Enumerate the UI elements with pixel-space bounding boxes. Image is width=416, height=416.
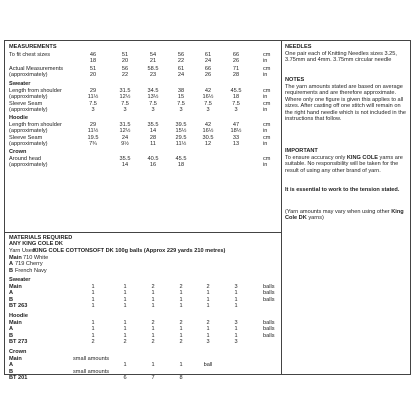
measurement-value: 7.5 bbox=[89, 100, 97, 107]
measurement-value: 11½ bbox=[87, 128, 99, 134]
materials-value: 2 bbox=[179, 319, 183, 326]
measurement-unit: in bbox=[263, 94, 268, 100]
materials-value: 2 bbox=[179, 339, 183, 346]
materials-value: 1 bbox=[206, 296, 210, 303]
materials-value: 1 bbox=[151, 362, 155, 369]
measurement-unit: in bbox=[263, 141, 268, 147]
materials-value: 1 bbox=[206, 290, 210, 297]
measurement-value: 16½ bbox=[202, 128, 214, 134]
measurement-unit: cm bbox=[263, 121, 271, 128]
measurement-value: 7¾ bbox=[89, 141, 97, 147]
tension-note: It is essential to work to the tension stated. bbox=[285, 187, 400, 193]
measurement-value: 14 bbox=[121, 162, 129, 168]
measurement-label: (approximately) bbox=[9, 128, 48, 134]
yarn-vary-note bbox=[285, 209, 409, 222]
measurement-value: 21 bbox=[149, 58, 157, 64]
materials-value: 1 bbox=[91, 326, 95, 333]
materials-value: 1 bbox=[151, 303, 155, 310]
measurement-value: 22 bbox=[121, 72, 129, 78]
measurement-value: 12½ bbox=[119, 128, 131, 134]
materials-value: 1 bbox=[91, 319, 95, 326]
materials-row-label: BT 263 bbox=[9, 303, 28, 310]
measurement-value: 16½ bbox=[202, 94, 214, 100]
measurement-value: 42 bbox=[204, 87, 212, 94]
measurement-value: 12½ bbox=[119, 94, 131, 100]
measurement-value: 29.5 bbox=[175, 134, 187, 141]
materials-row-label: Main bbox=[9, 283, 22, 290]
measurements-heading: MEASUREMENTS bbox=[9, 44, 57, 50]
materials-unit: balls bbox=[263, 332, 275, 339]
materials-row-label: Main bbox=[9, 355, 22, 362]
materials-row-label: A bbox=[9, 362, 14, 369]
measurement-label: Length from shoulder bbox=[9, 87, 62, 94]
measurement-unit: in bbox=[263, 107, 268, 113]
materials-value: 1 bbox=[234, 326, 238, 333]
materials-value: 2 bbox=[151, 283, 155, 290]
materials-value: 2 bbox=[151, 339, 155, 346]
materials-value: 1 bbox=[123, 283, 127, 290]
measurement-unit: cm bbox=[263, 134, 271, 141]
measurement-unit: in bbox=[263, 162, 268, 168]
column-divider bbox=[281, 41, 282, 374]
measurement-label: (approximately) bbox=[9, 162, 48, 168]
important-brand: KING COLE bbox=[346, 155, 378, 161]
measurement-value: 7.5 bbox=[177, 100, 185, 107]
materials-value: 1 bbox=[234, 296, 238, 303]
colour-name: French Navy bbox=[15, 267, 47, 274]
materials-value: 1 bbox=[123, 326, 127, 333]
measurement-value: 15 bbox=[177, 94, 185, 100]
materials-unit: balls bbox=[263, 319, 275, 326]
materials-value: 3 bbox=[234, 283, 238, 290]
materials-value: 1 bbox=[179, 303, 183, 310]
measurement-value: 28 bbox=[232, 72, 240, 78]
materials-value: 7 bbox=[151, 375, 155, 382]
materials-unit: balls bbox=[263, 283, 275, 290]
measurement-value: 24 bbox=[121, 134, 129, 141]
measurement-value: 3 bbox=[234, 107, 238, 113]
needles-text: One pair each of Knitting Needles sizes 3.25, 3.75mm and 4mm. 3.75mm circular needle bbox=[285, 51, 397, 64]
materials-value: 1 bbox=[91, 332, 95, 339]
yarn-used-value: KING COLE COTTONSOFT DK 100g balls (Approx 229 yards 210 metres) bbox=[33, 248, 226, 255]
materials-value: 1 bbox=[179, 326, 183, 333]
notes-text: The yarn amounts stated are based on average requirements and are therefore approximate. Where only one figure is given this applies to all sizes. After casting off one stitch will remain on the right hand needle which is not included in the instructions that follow. bbox=[285, 84, 406, 123]
measurement-unit: cm bbox=[263, 51, 271, 58]
measurement-value: 14 bbox=[149, 128, 157, 134]
needles-heading: NEEDLES bbox=[285, 44, 312, 50]
important-text-before: To ensure accuracy only bbox=[285, 155, 346, 161]
section-divider bbox=[5, 232, 281, 233]
measurement-value: 42 bbox=[204, 121, 212, 128]
measurement-value: 7.5 bbox=[121, 100, 129, 107]
measurement-value: 13½ bbox=[147, 94, 159, 100]
measurement-value: 30.5 bbox=[202, 134, 214, 141]
materials-value: 2 bbox=[179, 283, 183, 290]
yarn-vary-after: yarns) bbox=[308, 215, 324, 222]
materials-value: 1 bbox=[206, 326, 210, 333]
measurement-value: 66 bbox=[204, 65, 212, 72]
measurement-value: 35.5 bbox=[119, 155, 131, 162]
measurement-value: 29 bbox=[89, 87, 97, 94]
materials-section-title: Crown bbox=[9, 349, 27, 355]
measurement-value: 24 bbox=[177, 72, 185, 78]
materials-value: 1 bbox=[234, 332, 238, 339]
measurement-value: 18 bbox=[89, 58, 97, 64]
important-text-after: yarns are suitable. No responsibility will be taken for the result of using any other brand of yarn. bbox=[285, 155, 403, 174]
measurement-value: 20 bbox=[89, 72, 97, 78]
measurement-value: 45.5 bbox=[230, 87, 242, 94]
materials-value: 3 bbox=[206, 339, 210, 346]
materials-row-label: A bbox=[9, 326, 14, 333]
materials-row-label: BT 273 bbox=[9, 339, 28, 346]
measurement-value: 11½ bbox=[87, 94, 99, 100]
measurement-label: Sleeve Seam bbox=[9, 134, 43, 141]
materials-value: 1 bbox=[123, 319, 127, 326]
measurement-value: 3 bbox=[151, 107, 155, 113]
materials-value: 1 bbox=[91, 296, 95, 303]
measurement-value: 13 bbox=[232, 141, 240, 147]
measurement-unit: cm bbox=[263, 87, 271, 94]
measurement-label: Length from shoulder bbox=[9, 121, 62, 128]
materials-value: 1 bbox=[234, 290, 238, 297]
materials-heading: MATERIALS REQUIRED bbox=[9, 235, 73, 241]
measurement-label: Hoodie bbox=[9, 115, 28, 121]
measurement-value: 23 bbox=[149, 72, 157, 78]
measurement-value: 29 bbox=[89, 121, 97, 128]
measurement-value: 47 bbox=[232, 121, 240, 128]
measurement-value: 58.5 bbox=[147, 65, 159, 72]
yarn-vary-before: (Yarn amounts may vary when using other bbox=[285, 209, 390, 215]
measurement-label: Actual Measurements bbox=[9, 65, 64, 72]
measurement-unit: cm bbox=[263, 100, 271, 107]
measurement-value: 7.5 bbox=[204, 100, 212, 107]
yarn-vary-brand: King Cole DK bbox=[285, 209, 404, 222]
measurement-label: Sweater bbox=[9, 81, 31, 87]
measurement-value: 51 bbox=[89, 65, 97, 72]
materials-value: 1 bbox=[91, 290, 95, 297]
materials-value: small amounts bbox=[73, 368, 110, 375]
materials-value: 3 bbox=[234, 319, 238, 326]
measurement-value: 54 bbox=[149, 51, 157, 58]
materials-row-label: A bbox=[9, 290, 14, 297]
notes-heading: NOTES bbox=[285, 77, 305, 83]
materials-value: 1 bbox=[123, 362, 127, 369]
materials-value: 1 bbox=[151, 326, 155, 333]
materials-section-title: Hoodie bbox=[9, 313, 28, 319]
measurement-label: (approximately) bbox=[9, 141, 48, 147]
colour-key: A bbox=[9, 261, 14, 268]
materials-section-title: Sweater bbox=[9, 277, 31, 283]
measurement-value: 51 bbox=[121, 51, 129, 58]
measurement-value: 34.5 bbox=[147, 87, 159, 94]
measurement-value: 56 bbox=[121, 65, 129, 72]
measurement-label: (approximately) bbox=[9, 107, 48, 113]
materials-row-label: Main bbox=[9, 319, 22, 326]
measurement-value: 7.5 bbox=[149, 100, 157, 107]
measurement-value: 66 bbox=[232, 51, 240, 58]
materials-value: 6 bbox=[123, 375, 127, 382]
measurement-value: 3 bbox=[179, 107, 183, 113]
measurement-value: 26 bbox=[204, 72, 212, 78]
materials-value: 3 bbox=[234, 339, 238, 346]
materials-value: 1 bbox=[206, 303, 210, 310]
measurement-label: Sleeve Seam bbox=[9, 100, 43, 107]
materials-row-label: BT 201 bbox=[9, 375, 28, 382]
measurement-value: 3 bbox=[91, 107, 95, 113]
colour-key: B bbox=[9, 267, 14, 274]
measurement-value: 61 bbox=[177, 65, 185, 72]
measurement-value: 15½ bbox=[175, 128, 187, 134]
measurement-label: Around head bbox=[9, 155, 42, 162]
materials-row-label: B bbox=[9, 296, 14, 303]
measurement-unit: cm bbox=[263, 65, 271, 72]
materials-unit: balls bbox=[263, 290, 275, 297]
measurement-value: 31.5 bbox=[119, 87, 131, 94]
measurement-value: 7.5 bbox=[232, 100, 240, 107]
measurement-value: 38 bbox=[177, 87, 185, 94]
measurement-value: 61 bbox=[204, 51, 212, 58]
materials-value: 1 bbox=[123, 332, 127, 339]
materials-value: 1 bbox=[179, 332, 183, 339]
materials-row-label: B bbox=[9, 368, 14, 375]
measurement-value: 9½ bbox=[121, 141, 129, 147]
measurement-value: 18½ bbox=[230, 128, 242, 134]
measurement-value: 33 bbox=[232, 134, 240, 141]
measurement-value: 39.5 bbox=[175, 121, 187, 128]
materials-value: 1 bbox=[179, 290, 183, 297]
measurement-label: (approximately) bbox=[9, 94, 48, 100]
materials-value: 1 bbox=[123, 303, 127, 310]
materials-value: ball bbox=[203, 362, 213, 369]
measurement-value: 24 bbox=[204, 58, 212, 64]
materials-value: 1 bbox=[123, 290, 127, 297]
measurement-value: 12 bbox=[204, 141, 212, 147]
materials-unit: balls bbox=[263, 296, 275, 303]
measurement-value: 40.5 bbox=[147, 155, 159, 162]
measurement-unit: in bbox=[263, 72, 268, 78]
measurement-value: 18 bbox=[177, 162, 185, 168]
measurement-label: To fit chest sizes bbox=[9, 51, 51, 58]
measurement-value: 18 bbox=[232, 94, 240, 100]
materials-value: 1 bbox=[151, 290, 155, 297]
measurement-value: 11 bbox=[150, 141, 156, 147]
measurement-unit: in bbox=[263, 58, 268, 64]
measurement-value: 26 bbox=[232, 58, 240, 64]
materials-value: 1 bbox=[206, 332, 210, 339]
materials-value: 1 bbox=[151, 332, 155, 339]
materials-row-label: B bbox=[9, 332, 14, 339]
colour-name: 710 White bbox=[23, 254, 49, 261]
measurement-unit: cm bbox=[263, 155, 271, 162]
materials-value: 1 bbox=[234, 303, 238, 310]
materials-value: 1 bbox=[151, 296, 155, 303]
measurement-value: 22 bbox=[177, 58, 185, 64]
materials-value: 2 bbox=[206, 283, 210, 290]
measurement-value: 28 bbox=[149, 134, 157, 141]
measurement-value: 46 bbox=[89, 51, 97, 58]
measurement-label: Crown bbox=[9, 149, 27, 155]
materials-value: 1 bbox=[179, 362, 183, 369]
measurement-value: 3 bbox=[206, 107, 210, 113]
materials-value: 1 bbox=[91, 303, 95, 310]
measurement-value: 20 bbox=[121, 58, 129, 64]
materials-value: 2 bbox=[151, 319, 155, 326]
measurement-value: 16 bbox=[149, 162, 157, 168]
measurement-label: (approximately) bbox=[9, 72, 48, 78]
measurement-unit: in bbox=[263, 128, 268, 134]
yarn-used-label: Yarn Used: bbox=[9, 248, 37, 255]
materials-value: 2 bbox=[206, 319, 210, 326]
measurement-value: 31.5 bbox=[119, 121, 131, 128]
pattern-sheet bbox=[4, 40, 411, 382]
materials-value: 1 bbox=[91, 283, 95, 290]
materials-value: 2 bbox=[123, 339, 127, 346]
measurement-value: 35.5 bbox=[147, 121, 159, 128]
colour-name: 719 Cherry bbox=[15, 261, 43, 268]
measurement-value: 45.5 bbox=[175, 155, 187, 162]
measurement-value: 11½ bbox=[175, 141, 187, 147]
materials-unit: balls bbox=[263, 326, 275, 333]
measurement-value: 71 bbox=[232, 65, 240, 72]
measurement-value: 19.5 bbox=[87, 134, 99, 141]
materials-value: 1 bbox=[123, 296, 127, 303]
materials-value: 8 bbox=[179, 375, 183, 382]
materials-value: 1 bbox=[179, 296, 183, 303]
measurement-value: 56 bbox=[177, 51, 185, 58]
important-heading: IMPORTANT bbox=[285, 148, 318, 154]
important-text bbox=[285, 155, 409, 174]
colour-key: Main bbox=[9, 254, 22, 261]
materials-value: small amounts bbox=[73, 355, 110, 362]
materials-subtitle: ANY KING COLE DK bbox=[9, 241, 63, 248]
measurement-value: 3 bbox=[123, 107, 127, 113]
materials-value: 2 bbox=[91, 339, 95, 346]
